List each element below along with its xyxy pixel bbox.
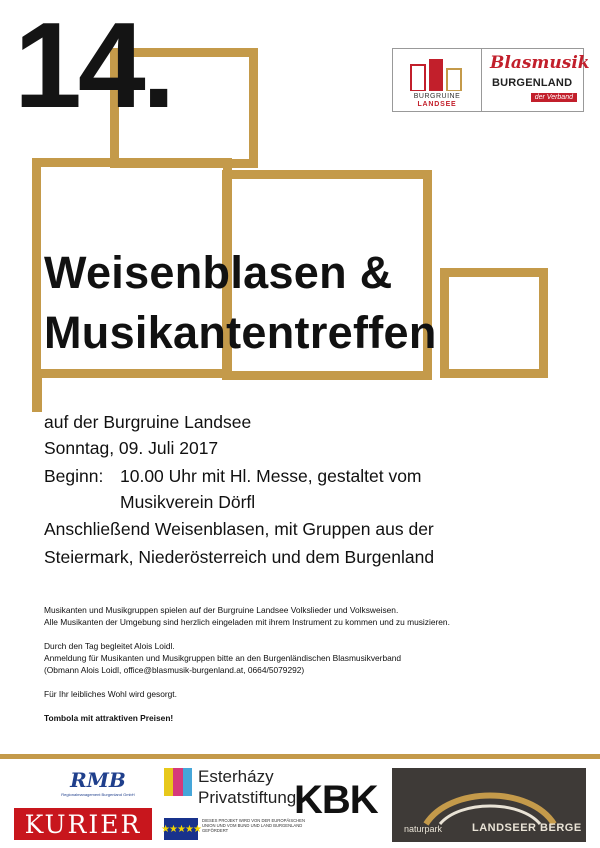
rmb-logo-text: RMB (70, 768, 126, 792)
event-begin-label: Beginn: (44, 466, 104, 486)
info-paragraph2-line1: Durch den Tag begleitet Alois Loidl. (44, 641, 175, 651)
partner-logos (392, 48, 590, 112)
blasmusik-logo-script: Blasmusik (490, 53, 590, 73)
info-tombola: Tombola mit attraktiven Preisen! (44, 713, 174, 723)
kbk-logo: KBK (294, 778, 378, 822)
kurier-logo: KURIER (14, 808, 152, 840)
info-paragraph1-line1: Musikanten und Musikgruppen spielen auf der Burgruine Landsee Volkslieder und Volksweisen. (44, 605, 399, 615)
event-begin-line1: 10.00 Uhr mit Hl. Messe, gestaltet vom (120, 466, 422, 486)
blasmusik-burgenland-logo (482, 49, 590, 111)
burgruine-logo-line2: LANDSEE (417, 101, 457, 108)
edition-number: 14. (14, 0, 172, 133)
eu-flag-icon: ★★★★★ (164, 818, 198, 840)
event-title-line2: Musikantentreffen (44, 307, 437, 358)
event-date: Sonntag, 09. Juli 2017 (44, 438, 219, 458)
naturpark-name: LANDSEER BERGE (472, 822, 582, 834)
blasmusik-logo-region: BURGENLAND (492, 77, 573, 89)
naturpark-label: naturpark (404, 824, 443, 834)
info-paragraph2-line3: (Obmann Alois Loidl, office@blasmusik-burgenland.at, 0664/5079292) (44, 665, 305, 675)
event-program-line2: Steiermark, Niederösterreich und dem Burgenland (44, 547, 435, 567)
castle-icon (409, 57, 465, 91)
burgruine-logo-line1: BURGRUINE (413, 93, 461, 100)
rmb-logo-subtitle: Regionalmanagement Burgenland GmbH (61, 792, 135, 797)
burgruine-landsee-logo (393, 49, 482, 111)
gold-line-left (32, 372, 42, 412)
info-paragraph1-line2: Alle Musikanten der Umgebung sind herzlich eingeladen mit ihrem Instrument zu kommen und zu musizieren. (44, 617, 450, 627)
esterhazy-mark-icon (164, 768, 192, 796)
event-program-line1: Anschließend Weisenblasen, mit Gruppen aus der (44, 519, 434, 539)
info-paragraph2-line2: Anmeldung für Musikanten und Musikgruppen bitte an den Burgenländischen Blasmusikverband (44, 653, 402, 663)
esterhazy-logo-line1: Esterházy (198, 767, 274, 786)
esterhazy-logo (198, 766, 296, 808)
rmb-logo (48, 768, 148, 804)
eu-funding-note: DIESES PROJEKT WIRD VON DER EUROPÄISCHEN UNION UND VOM BUND UND LAND BURGENLAND GEFÖRDERT (202, 818, 305, 833)
event-location: auf der Burgruine Landsee (44, 412, 252, 432)
esterhazy-logo-line2: Privatstiftung (198, 788, 297, 807)
naturpark-landseer-berge-logo (392, 768, 586, 842)
sponsor-divider (0, 754, 600, 759)
blasmusik-logo-tag: der Verband (531, 93, 577, 102)
gold-square-right (440, 268, 548, 378)
info-catering: Für Ihr leibliches Wohl wird gesorgt. (44, 689, 177, 699)
event-title-line1: Weisenblasen & (44, 247, 393, 298)
event-begin-line2: Musikverein Dörfl (120, 492, 256, 512)
